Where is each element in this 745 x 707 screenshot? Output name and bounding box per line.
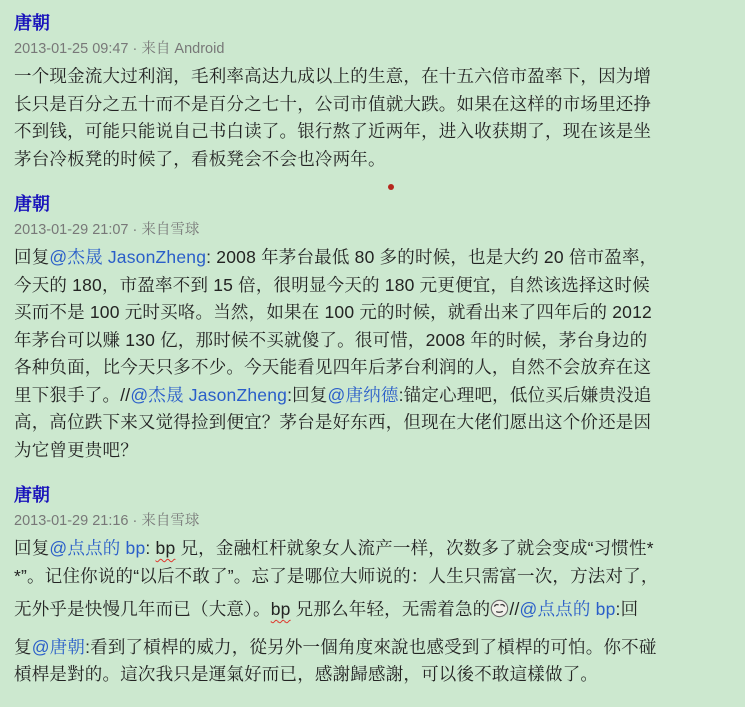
post-source: 来自 Android	[141, 41, 225, 57]
text-run: 不到钱，可能只能说自己书白读了。银行熬了近两年，进入收获期了，现在该是坐	[14, 121, 652, 141]
text-run: 各种负面，比今天只多不少。今天能看见四年后茅台利润的人，自然不会放弃在这	[14, 357, 652, 377]
text-run: //	[509, 599, 520, 619]
body-line	[14, 327, 731, 355]
body-line	[14, 535, 731, 563]
misspelled-text: bp	[155, 538, 176, 558]
text-run: :回	[615, 599, 639, 619]
mention-link[interactable]: @杰晟 JasonZheng	[130, 384, 288, 405]
text-run: 今天的 180，市盈率不到 15 倍，很明显今天的 180 元更便宜，自然该选择这时候	[14, 274, 650, 295]
text-run: :锚定心理吧，低位买后嫌贵没追	[398, 384, 652, 405]
post-body	[14, 244, 731, 464]
text-run: 茅台冷板凳的时候了，看板凳会不会也冷两年。	[14, 148, 386, 169]
text-run: 无外乎是快慢几年而已（大意）。	[14, 599, 271, 619]
post	[14, 13, 731, 173]
body-line	[14, 382, 731, 410]
mention-link[interactable]: @点点的 bp	[49, 538, 146, 558]
body-line	[14, 354, 731, 382]
text-run: 兄，金融杠杆就象女人流产一样，次数多了就会变成“习惯性*	[175, 538, 654, 558]
post-author-link[interactable]: 唐朝	[14, 485, 50, 505]
text-run: 回复	[14, 538, 50, 558]
meta-separator: ·	[128, 41, 142, 57]
body-line	[14, 596, 731, 624]
text-run: 回复	[14, 247, 50, 267]
text-run: : 2008 年茅台最低 80 多的时候，也是大约 20 倍市盈率，	[206, 247, 658, 267]
meta-separator: ·	[128, 513, 142, 529]
mention-link[interactable]: @唐纳德	[327, 384, 399, 405]
post-body	[14, 63, 731, 173]
post-source: 来自雪球	[141, 222, 200, 238]
body-line	[14, 118, 731, 146]
text-run: 槓桿是對的。這次我只是運氣好而已，感謝歸感謝，可以後不敢這樣做了。	[14, 664, 599, 684]
text-run: :	[145, 538, 156, 558]
text-run: 年茅台可以赚 130 亿，那时候不买就傻了。很可惜，2008 年的时候，茅台身边的	[14, 329, 648, 350]
post	[14, 194, 731, 464]
text-run: 长只是百分之五十而不是百分之七十，公司市值就大跌。如果在这样的市场里还挣	[14, 93, 652, 114]
misspelled-text: bp	[270, 599, 291, 619]
text-run: 买而不是 100 元时买咯。当然，如果在 100 元的时候，就看出来了四年后的 2012	[14, 302, 652, 322]
emoji-face-icon	[490, 599, 509, 618]
post-meta	[14, 513, 731, 530]
body-line	[14, 244, 731, 272]
post-timestamp: 2013-01-25 09:47	[14, 41, 129, 57]
body-line	[14, 563, 731, 591]
post-timestamp: 2013-01-29 21:16	[14, 513, 129, 529]
text-run: 为它曾更贵吧？	[14, 439, 138, 460]
meta-separator: ·	[128, 222, 142, 238]
text-run: 里下狠手了。//	[14, 384, 131, 405]
text-run: 复	[14, 636, 32, 657]
mention-link[interactable]: @点点的 bp	[519, 599, 616, 619]
body-line	[14, 91, 731, 119]
text-run: *”。记住你说的“以后不敢了”。忘了是哪位大师说的：人生只需富一次，方法对了，	[14, 565, 659, 586]
text-run: :看到了槓桿的威力，從另外一個角度來說也感受到了槓桿的可怕。你不碰	[85, 636, 657, 657]
body-line	[14, 299, 731, 327]
body-line	[14, 272, 731, 300]
post-meta	[14, 222, 731, 239]
post-timestamp: 2013-01-29 21:07	[14, 222, 129, 238]
post-list	[14, 13, 731, 689]
body-line	[14, 634, 731, 662]
body-line	[14, 661, 731, 689]
text-run: :回复	[287, 384, 328, 405]
post-body	[14, 535, 731, 689]
post-source: 来自雪球	[141, 513, 200, 529]
post	[14, 485, 731, 689]
text-run: 高，高位跌下来又觉得捡到便宜？茅台是好东西，但现在大佬们愿出这个价还是因	[14, 412, 652, 432]
post-author-link[interactable]: 唐朝	[14, 13, 50, 33]
mention-link[interactable]: @杰晟 JasonZheng	[49, 247, 207, 267]
red-dot-marker	[388, 184, 394, 190]
post-author-link[interactable]: 唐朝	[14, 194, 50, 214]
body-line	[14, 437, 731, 465]
text-run: 一个现金流大过利润，毛利率高达九成以上的生意，在十五六倍市盈率下，因为增	[14, 66, 652, 86]
text-run: 兄那么年轻，无需着急的	[290, 599, 491, 619]
body-line	[14, 146, 731, 174]
body-line	[14, 409, 731, 437]
mention-link[interactable]: @唐朝	[31, 636, 86, 657]
body-line	[14, 63, 731, 91]
post-meta	[14, 41, 731, 58]
